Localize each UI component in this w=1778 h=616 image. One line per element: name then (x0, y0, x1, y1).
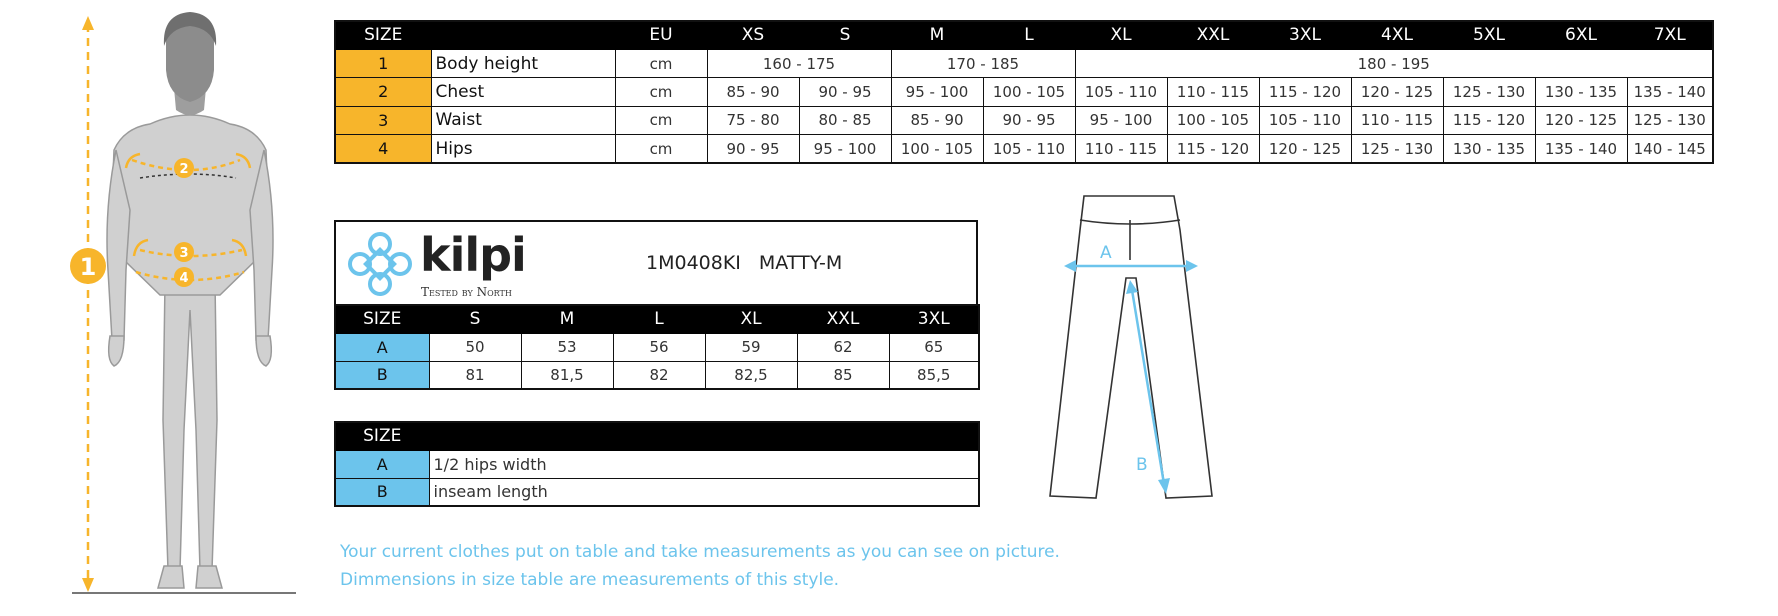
table-row (335, 361, 979, 389)
size-table-header (335, 21, 1713, 49)
chest-marker-label: 2 (179, 162, 189, 177)
table-cell: 110 - 115 (1075, 135, 1167, 163)
size-col-s: S (799, 21, 891, 49)
table-row (335, 49, 1713, 77)
brand-name: kilpi (420, 228, 526, 282)
pants-b-label: B (1136, 455, 1148, 475)
table-cell: 100 - 105 (983, 78, 1075, 106)
table-cell: 120 - 125 (1535, 106, 1627, 134)
size-col-xl: XL (1075, 21, 1167, 49)
table-cell: 82,5 (705, 361, 797, 389)
table-cell: 80 - 85 (799, 106, 891, 134)
height-marker-label: 1 (79, 253, 97, 281)
size-col-l: L (613, 305, 705, 333)
table-cell: 105 - 110 (1075, 78, 1167, 106)
legend-header-blank (429, 422, 979, 450)
row-key: B (335, 361, 429, 389)
pants-diagram (1040, 190, 1220, 510)
kilpi-knot-logo-icon (344, 228, 416, 300)
size-col-m: M (521, 305, 613, 333)
table-cell: 180 - 195 (1075, 49, 1713, 77)
size-col-3xl: 3XL (1259, 21, 1351, 49)
table-cell: 100 - 105 (891, 135, 983, 163)
pants-a-label: A (1100, 243, 1112, 263)
product-size-table (334, 304, 980, 390)
table-cell: 120 - 125 (1259, 135, 1351, 163)
row-key: B (335, 478, 429, 506)
table-cell: 110 - 115 (1167, 78, 1259, 106)
table-cell: 130 - 135 (1443, 135, 1535, 163)
waist-marker-label: 3 (179, 246, 189, 261)
size-col-l: L (983, 21, 1075, 49)
size-col-3xl: 3XL (889, 305, 979, 333)
table-cell: 50 (429, 333, 521, 361)
size-table (334, 20, 1714, 164)
table-cell: 95 - 100 (1075, 106, 1167, 134)
table-cell: 56 (613, 333, 705, 361)
product-code (646, 252, 860, 274)
table-row (335, 78, 1713, 106)
row-description: inseam length (429, 478, 979, 506)
row-label: Hips (431, 135, 615, 163)
height-arrow-top (82, 16, 94, 30)
table-cell: 110 - 115 (1351, 106, 1443, 134)
table-cell: 90 - 95 (983, 106, 1075, 134)
table-cell: 53 (521, 333, 613, 361)
height-arrow-bottom (82, 578, 94, 592)
table-cell: 81,5 (521, 361, 613, 389)
table-cell: 140 - 145 (1627, 135, 1713, 163)
row-number: 2 (335, 78, 431, 106)
eu-header: EU (615, 21, 707, 49)
row-label: Body height (431, 49, 615, 77)
size-header: SIZE (335, 422, 429, 450)
table-cell: 115 - 120 (1443, 106, 1535, 134)
table-cell: 160 - 175 (707, 49, 891, 77)
table-cell: 62 (797, 333, 889, 361)
table-cell: 120 - 125 (1351, 78, 1443, 106)
legend-table (334, 421, 980, 507)
table-cell: 81 (429, 361, 521, 389)
size-col-xs: XS (707, 21, 799, 49)
table-cell: 105 - 110 (983, 135, 1075, 163)
size-header: SIZE (335, 21, 431, 49)
table-cell: 135 - 140 (1627, 78, 1713, 106)
table-cell: 82 (613, 361, 705, 389)
table-cell: 100 - 105 (1167, 106, 1259, 134)
body-silhouette (107, 115, 273, 588)
row-unit: cm (615, 106, 707, 134)
product-table-header (335, 305, 979, 333)
size-col-xxl: XXL (797, 305, 889, 333)
table-row (335, 106, 1713, 134)
size-col-m: M (891, 21, 983, 49)
product-model: MATTY-M (758, 252, 843, 274)
row-key: A (335, 450, 429, 478)
row-number: 3 (335, 106, 431, 134)
row-key: A (335, 333, 429, 361)
table-cell: 135 - 140 (1535, 135, 1627, 163)
table-row (335, 135, 1713, 163)
table-cell: 90 - 95 (707, 135, 799, 163)
table-row (335, 333, 979, 361)
body-measurement-figure (60, 10, 320, 600)
table-cell: 95 - 100 (799, 135, 891, 163)
brand-box (334, 220, 978, 304)
row-description: 1/2 hips width (429, 450, 979, 478)
table-cell: 75 - 80 (707, 106, 799, 134)
brand-tagline: Tested by North (421, 285, 512, 299)
row-number: 1 (335, 49, 431, 77)
table-cell: 105 - 110 (1259, 106, 1351, 134)
table-cell: 59 (705, 333, 797, 361)
size-col-5xl: 5XL (1443, 21, 1535, 49)
table-cell: 65 (889, 333, 979, 361)
table-cell: 85 - 90 (707, 78, 799, 106)
dimension-note: Dimmensions in size table are measurements of this style. (340, 570, 840, 590)
size-header: SIZE (335, 305, 429, 333)
table-cell: 170 - 185 (891, 49, 1075, 77)
table-cell: 85 - 90 (891, 106, 983, 134)
hips-marker-label: 4 (179, 271, 189, 286)
table-cell: 85,5 (889, 361, 979, 389)
row-label: Chest (431, 78, 615, 106)
label-header (431, 21, 615, 49)
table-cell: 125 - 130 (1351, 135, 1443, 163)
table-cell: 90 - 95 (799, 78, 891, 106)
pants-outline (1050, 196, 1212, 498)
table-cell: 95 - 100 (891, 78, 983, 106)
row-unit: cm (615, 78, 707, 106)
table-cell: 125 - 130 (1443, 78, 1535, 106)
row-label: Waist (431, 106, 615, 134)
table-cell: 115 - 120 (1167, 135, 1259, 163)
size-col-xxl: XXL (1167, 21, 1259, 49)
size-col-7xl: 7XL (1627, 21, 1713, 49)
row-number: 4 (335, 135, 431, 163)
row-unit: cm (615, 135, 707, 163)
size-col-6xl: 6XL (1535, 21, 1627, 49)
table-row (335, 450, 979, 478)
table-cell: 125 - 130 (1627, 106, 1713, 134)
size-col-4xl: 4XL (1351, 21, 1443, 49)
table-cell: 85 (797, 361, 889, 389)
measurement-note: Your current clothes put on table and take measurements as you can see on picture. (340, 542, 1060, 562)
table-cell: 115 - 120 (1259, 78, 1351, 106)
size-col-xl: XL (705, 305, 797, 333)
table-cell: 130 - 135 (1535, 78, 1627, 106)
row-unit: cm (615, 49, 707, 77)
size-col-s: S (429, 305, 521, 333)
legend-table-header (335, 422, 979, 450)
product-code-number: 1M0408KI (646, 252, 741, 274)
table-row (335, 478, 979, 506)
